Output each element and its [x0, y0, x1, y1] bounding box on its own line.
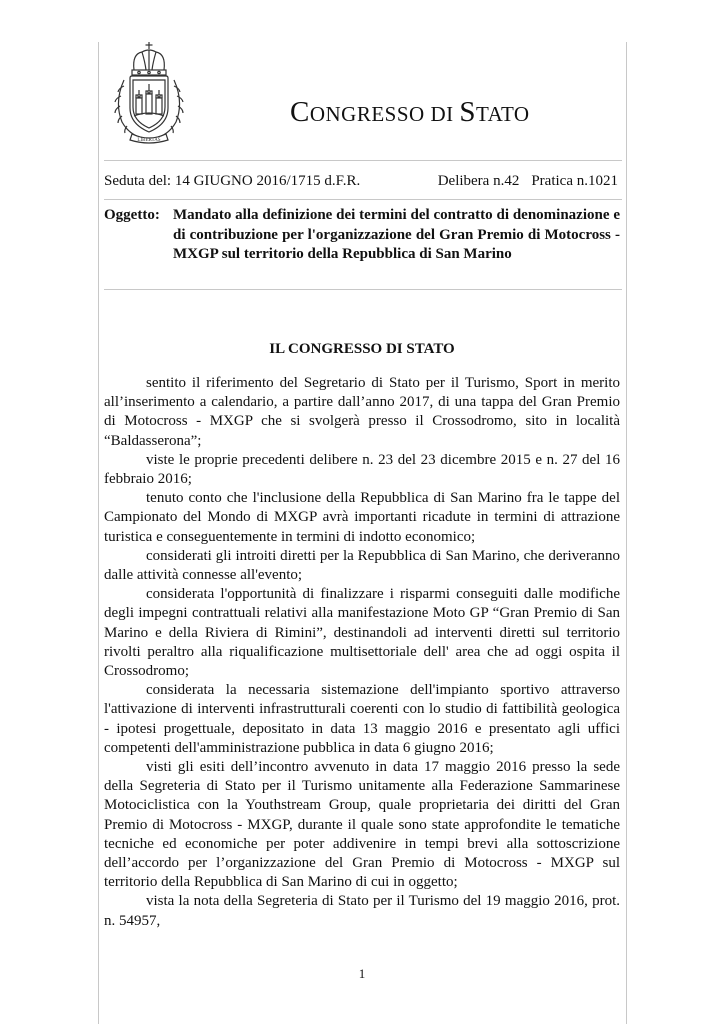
delibera-number: Delibera n.42 — [437, 173, 520, 189]
subject-text: Mandato alla definizione dei termini del contratto di denominazione e di contribuzione per l'organizzazione del Gran Premio di Motocross - MXGP sul territorio della Repubblica di San Marino — [173, 207, 620, 262]
coat-of-arms-icon — [112, 40, 186, 146]
body-paragraph: considerati gli introiti diretti per la Repubblica di San Marino, che deriveranno dalle attività connesse all'evento; — [104, 547, 620, 584]
session-meta-row — [104, 173, 618, 190]
section-heading: IL CONGRESSO DI STATO — [269, 341, 455, 357]
header-divider — [104, 160, 622, 161]
subject-label: Oggetto: — [104, 207, 160, 223]
meta-divider — [104, 199, 622, 200]
subject-divider — [104, 289, 622, 290]
left-margin-rule — [98, 42, 99, 1024]
body-paragraph: considerata la necessaria sistemazione dell'impianto sportivo attraverso l'attivazione di interventi infrastrutturali coerenti con lo studio di fattibilità geologica - ipotesi progettuale, depositato in data 13 maggio 2016 e presentato agli uffici competenti dell'amministrazione pubblica in data 6 giugno 2016; — [104, 682, 620, 756]
body-paragraph: considerata l'opportunità di finalizzare i risparmi conseguiti dalle modifiche degli impegni contrattuali relativi alla manifestazione Moto GP “Gran Premio di San Marino e della Riviera di Rimini”, destinandoli ad interventi diretti sul territorio rivolti peraltro alla riqualificazione multisettoriale dell' area che ad oggi ospita il Crossodromo; — [104, 586, 620, 680]
document-body — [104, 374, 620, 931]
session-date: Seduta del: 14 GIUGNO 2016/1715 d.F.R. — [104, 173, 361, 189]
right-margin-rule — [626, 42, 627, 1024]
body-paragraph: sentito il riferimento del Segretario di Stato per il Turismo, Sport in merito all’inserimento a calendario, a partire dall’anno 2017, di una tappa del Gran Premio di Motocross - MXGP che si svolgerà presso il Crossodromo, sito in località “Baldasserona”; — [104, 375, 620, 449]
body-paragraph: viste le proprie precedenti delibere n. 23 del 23 dicembre 2015 e n. 27 del 16 febbraio 2016; — [104, 451, 620, 488]
pratica-number: Pratica n.1021 — [531, 173, 618, 189]
page-number: 1 — [358, 966, 366, 981]
document-title: CONGRESSO DI STATO — [290, 96, 530, 128]
body-paragraph: tenuto conto che l'inclusione della Repubblica di San Marino fra le tappe del Campionato del Mondo di MXGP avrà importanti ricadute in termini di attrazione turistica e conseguentemente in termini di indotto economico; — [104, 490, 620, 545]
body-paragraph: visti gli esiti dell’incontro avvenuto in data 17 maggio 2016 presso la sede della Segreteria di Stato per il Turismo unitamente alla Federazione Sammarinese Motociclistica con la Youthstream Group, quale proprietaria dei diritti del Gran Premio di Motocross - MXGP, durante il quale sono state approfondite le tematiche tecniche ed economiche per poter addivenire in tempi brevi alla sottoscrizione dell’accordo per l’organizzazione del Gran Premio di Motocross - MXGP sul territorio della Repubblica di San Marino di cui in oggetto; — [104, 759, 620, 891]
svg-text:LIBERTAS: LIBERTAS — [137, 138, 161, 143]
body-paragraph: vista la nota della Segreteria di Stato per il Turismo del 19 maggio 2016, prot. n. 54957, — [104, 893, 620, 929]
